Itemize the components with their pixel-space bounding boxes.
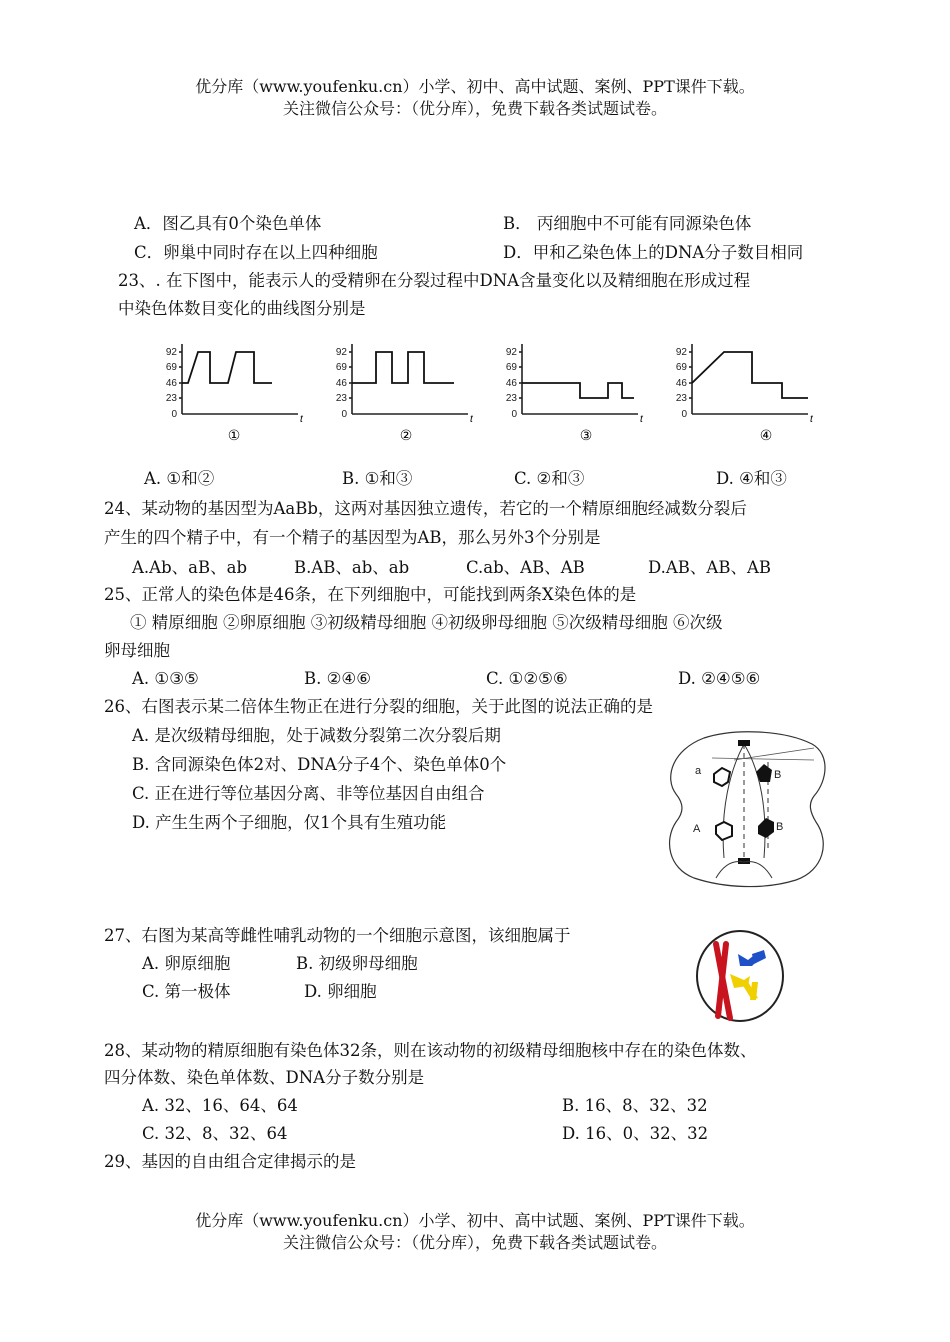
- y-tick: 0: [511, 409, 517, 420]
- dividing-cell-figure: [664, 730, 828, 888]
- footer-line-2: 关注微信公众号：（优分库），免费下载各类试题试卷。: [282, 1233, 667, 1252]
- y-tick: 46: [675, 378, 687, 389]
- q26-option-b: B. 含同源染色体2对、DNA分子4个、染色单体0个: [132, 755, 507, 774]
- q26-option-a: A. 是次级精母细胞，处于减数分裂第二次分裂后期: [132, 726, 501, 745]
- graph-2-curve: [352, 352, 454, 383]
- gene-label-a: a: [695, 765, 702, 777]
- y-tick: 92: [165, 347, 177, 358]
- q27-option-b: B. 初级卵母细胞: [296, 954, 418, 973]
- q23-stem-line-1: 23、. 在下图中，能表示人的受精卵在分裂过程中DNA含量变化以及精细胞在形成过程: [118, 271, 751, 290]
- q28-option-a: A. 32、16、64、64: [142, 1096, 298, 1115]
- graph-1-label: ①: [227, 427, 241, 443]
- q24-option-c: C.ab、AB、AB: [466, 558, 585, 577]
- q24-stem-line-2: 产生的四个精子中，有一个精子的基因型为AB，那么另外3个分别是: [104, 528, 601, 547]
- y-tick: 23: [335, 393, 347, 404]
- q25-option-c: C. ①②⑤⑥: [486, 669, 568, 688]
- q28-stem-line-1: 28、某动物的精原细胞有染色体32条，则在该动物的初级精母细胞核中存在的染色体数、: [104, 1041, 757, 1060]
- cell-chromosome-figure: [694, 928, 786, 1024]
- q25-list-line-1: ① 精原细胞 ②卵原细胞 ③初级精母细胞 ④初级卵母细胞 ⑤次级精母细胞 ⑥次级: [130, 613, 723, 632]
- footer-line-1: 优分库（www.youfenku.cn）小学、初中、高中试题、案例、PPT课件下载。: [195, 1211, 755, 1230]
- q25-stem: 25、正常人的染色体是46条，在下列细胞中，可能找到两条X染色体的是: [104, 585, 637, 604]
- q27-option-c: C. 第一极体: [142, 982, 231, 1001]
- q26-option-d: D. 产生生两个子细胞，仅1个具有生殖功能: [132, 813, 447, 832]
- q27-stem: 27、右图为某高等雌性哺乳动物的一个细胞示意图，该细胞属于: [104, 926, 571, 945]
- q26-option-c: C. 正在进行等位基因分离、非等位基因自由组合: [132, 784, 485, 803]
- y-tick: 69: [165, 362, 177, 373]
- q22-option-b: B． 丙细胞中不可能有同源染色体: [503, 214, 752, 233]
- y-tick: 23: [675, 393, 687, 404]
- graph-4-label: ④: [759, 427, 773, 443]
- y-tick: 92: [505, 347, 517, 358]
- graph-3-label: ③: [579, 427, 593, 443]
- q25-option-b: B. ②④⑥: [304, 669, 371, 688]
- q23-option-d: D. ④和③: [716, 469, 787, 488]
- q28-option-d: D. 16、0、32、32: [562, 1124, 709, 1143]
- y-tick: 23: [165, 393, 177, 404]
- q25-option-d: D. ②④⑤⑥: [678, 669, 761, 688]
- graph-4: [668, 340, 828, 448]
- y-tick: 69: [505, 362, 517, 373]
- q25-option-a: A. ①③⑤: [132, 669, 199, 688]
- y-tick: 92: [335, 347, 347, 358]
- gene-label-B: B: [774, 769, 782, 781]
- y-tick: 46: [165, 378, 177, 389]
- header-line-1: 优分库（www.youfenku.cn）小学、初中、高中试题、案例、PPT课件下载。: [195, 77, 755, 96]
- y-tick: 46: [505, 378, 517, 389]
- q22-option-c: C．卵巢中同时存在以上四种细胞: [134, 243, 378, 262]
- y-tick: 0: [171, 409, 177, 420]
- q26-stem: 26、右图表示某二倍体生物正在进行分裂的细胞，关于此图的说法正确的是: [104, 697, 653, 716]
- graph-3-curve: [522, 383, 634, 398]
- y-tick: 69: [335, 362, 347, 373]
- q29-stem: 29、基因的自由组合定律揭示的是: [104, 1152, 356, 1171]
- q24-option-a: A.Ab、aB、ab: [132, 558, 248, 577]
- y-tick: 0: [681, 409, 687, 420]
- q27-option-d: D. 卵细胞: [304, 982, 377, 1001]
- q25-list-line-2: 卵母细胞: [104, 641, 170, 660]
- q22-option-a: A．图乙具有0个染色单体: [134, 214, 322, 233]
- graph-4-curve: [692, 352, 808, 398]
- graph-3: [498, 340, 658, 448]
- y-tick: 23: [505, 393, 517, 404]
- x-axis-label: t: [470, 414, 473, 425]
- q22-option-d: D．甲和乙染色体上的DNA分子数目相同: [503, 243, 804, 262]
- graph-1: [158, 340, 318, 448]
- header-line-2: 关注微信公众号：（优分库），免费下载各类试题试卷。: [282, 99, 667, 118]
- y-tick: 69: [675, 362, 687, 373]
- q24-option-d: D.AB、AB、AB: [648, 558, 772, 577]
- gene-label-B: B: [776, 821, 784, 833]
- q28-option-b: B. 16、8、32、32: [562, 1096, 708, 1115]
- x-axis-label: t: [810, 414, 813, 425]
- q27-option-a: A. 卵原细胞: [142, 954, 231, 973]
- y-tick: 46: [335, 378, 347, 389]
- graph-2: [328, 340, 488, 448]
- graph-2-label: ②: [399, 427, 413, 443]
- gene-label-A: A: [693, 823, 701, 835]
- q23-option-a: A. ①和②: [144, 469, 215, 488]
- x-axis-label: t: [640, 414, 643, 425]
- q23-option-b: B. ①和③: [342, 469, 413, 488]
- y-tick: 0: [341, 409, 347, 420]
- q23-stem-line-2: 中染色体数目变化的曲线图分别是: [118, 299, 366, 318]
- graph-1-curve: [182, 352, 272, 383]
- q24-option-b: B.AB、ab、ab: [294, 558, 410, 577]
- y-tick: 92: [675, 347, 687, 358]
- x-axis-label: t: [300, 414, 303, 425]
- q23-option-c: C. ②和③: [514, 469, 585, 488]
- q28-stem-line-2: 四分体数、染色单体数、DNA分子数分别是: [104, 1068, 425, 1087]
- q24-stem-line-1: 24、某动物的基因型为AaBb，这两对基因独立遗传，若它的一个精原细胞经减数分裂后: [104, 499, 747, 518]
- q28-option-c: C. 32、8、32、64: [142, 1124, 288, 1143]
